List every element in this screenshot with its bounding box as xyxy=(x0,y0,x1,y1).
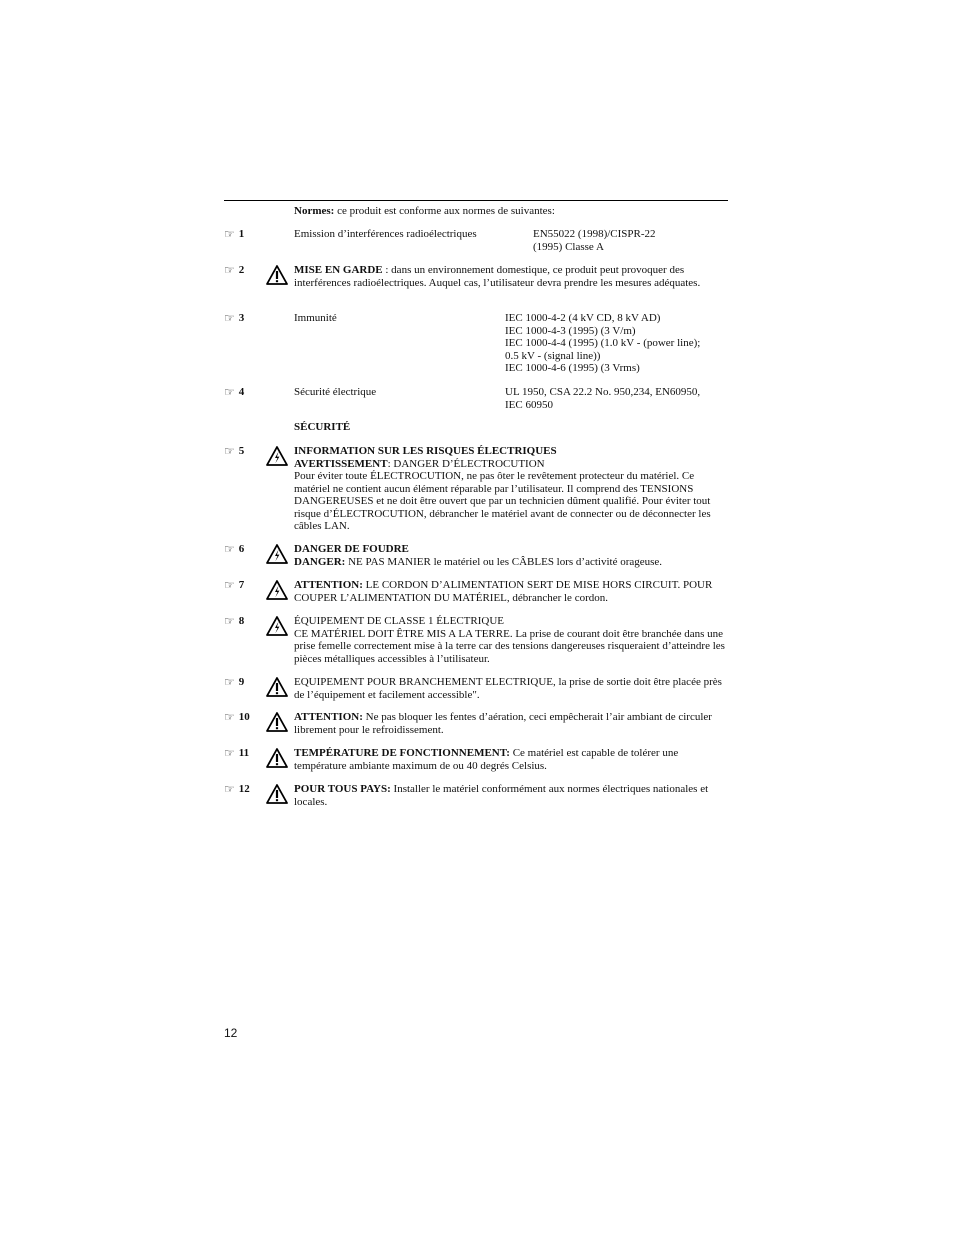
hand-pointing-icon: ☞ xyxy=(224,542,235,556)
item-number-4: ☞ 4 xyxy=(224,385,245,399)
hand-pointing-icon: ☞ xyxy=(224,782,235,796)
item-5-text: INFORMATION SUR LES RISQUES ÉLECTRIQUES AVERTISSEMENT: DANGER D’ÉLECTROCUTION Pour éviter toute ÉLECTROCUTION, ne pas ôter le revêtement protecteur du matériel. Ce matériel ne contient aucun élément réparable par l’utilisateur. Il comprend des TENSIONS DANGEREUSES et ne doit être ouvert que par un technicien dûment qualifié. Pour éviter tout risque d’ÉLECTROCUTION, débrancher le matériel avant de connecter ou de déconnecter les câbles LAN. xyxy=(294,445,711,532)
item-number-12: ☞ 12 xyxy=(224,782,250,796)
item-4-label: Sécurité électrique xyxy=(294,386,377,398)
warning-triangle-icon xyxy=(266,265,288,285)
electric-shock-icon xyxy=(266,616,288,636)
item-6-text: DANGER DE FOUDRE DANGER: NE PAS MANIER le matériel ou les CÂBLES lors d’activité orageuse. xyxy=(294,543,663,568)
item-number-6: ☞ 6 xyxy=(224,542,245,556)
item-10-text: ATTENTION: Ne pas bloquer les fentes d’aération, ceci empêcherait l’air ambiant de circuler librement pour le refroidissement. xyxy=(294,711,712,736)
warning-triangle-icon xyxy=(266,748,288,768)
section-title: SÉCURITÉ xyxy=(294,421,351,433)
item-11-text: TEMPÉRATURE DE FONCTIONNEMENT: Ce matériel est capable de tolérer une température ambiante maximum de ou 40 degrés Celsius. xyxy=(294,747,679,772)
item-2-text: MISE EN GARDE : dans un environnement domestique, ce produit peut provoquer des interférences radioélectriques. Auquel cas, l’utilisateur devra prendre les mesures adéquates. xyxy=(294,264,701,289)
item-number-3: ☞ 3 xyxy=(224,311,245,325)
intro-paragraph: Normes: ce produit est conforme aux normes de suivantes: xyxy=(294,205,555,217)
item-number-7: ☞ 7 xyxy=(224,578,245,592)
item-4-value: UL 1950, CSA 22.2 No. 950,234, EN60950, IEC 60950 xyxy=(505,386,701,411)
top-rule xyxy=(224,200,728,201)
warning-triangle-icon xyxy=(266,784,288,804)
item-number-2: ☞ 2 xyxy=(224,263,245,277)
item-number-8: ☞ 8 xyxy=(224,614,245,628)
hand-pointing-icon: ☞ xyxy=(224,263,235,277)
item-12-text: POUR TOUS PAYS: Installer le matériel conformément aux normes électriques nationales et locales. xyxy=(294,783,709,808)
item-number-5: ☞ 5 xyxy=(224,444,245,458)
item-number-10: ☞ 10 xyxy=(224,710,250,724)
warning-triangle-icon xyxy=(266,712,288,732)
page-number: 12 xyxy=(224,1026,238,1040)
hand-pointing-icon: ☞ xyxy=(224,444,235,458)
item-7-text: ATTENTION: LE CORDON D’ALIMENTATION SERT DE MISE HORS CIRCUIT. POUR COUPER L’ALIMENTATION DU MATÉRIEL, débrancher le cordon. xyxy=(294,579,713,604)
hand-pointing-icon: ☞ xyxy=(224,710,235,724)
electric-shock-icon xyxy=(266,580,288,600)
hand-pointing-icon: ☞ xyxy=(224,614,235,628)
item-3-label: Immunité xyxy=(294,312,337,324)
hand-pointing-icon: ☞ xyxy=(224,578,235,592)
item-1-value: EN55022 (1998)/CISPR-22 (1995) Classe A xyxy=(533,228,656,253)
item-8-text: ÉQUIPEMENT DE CLASSE 1 ÉLECTRIQUE CE MATÉRIEL DOIT ÊTRE MIS A LA TERRE. La prise de courant doit être branchée dans une prise femelle correctement mise à la terre car des tensions dangereuses risqueraient d’atteindre les pièces métalliques accessibles à l’utilisateur. xyxy=(294,615,725,665)
hand-pointing-icon: ☞ xyxy=(224,311,235,325)
item-9-text: EQUIPEMENT POUR BRANCHEMENT ELECTRIQUE, la prise de sortie doit être placée près de l’équipement et facilement accessible". xyxy=(294,676,722,701)
electric-shock-icon xyxy=(266,446,288,466)
item-3-value: IEC 1000-4-2 (4 kV CD, 8 kV AD) IEC 1000-4-3 (1995) (3 V/m) IEC 1000-4-4 (1995) (1.0 kV - (power line); 0.5 kV - (signal line)) IEC 1000-4-6 (1995) (3 Vrms) xyxy=(505,312,701,374)
item-number-9: ☞ 9 xyxy=(224,675,245,689)
electric-shock-icon xyxy=(266,544,288,564)
item-1-label: Emission d’interférences radioélectriques xyxy=(294,228,477,240)
warning-triangle-icon xyxy=(266,677,288,697)
item-number-1: ☞ 1 xyxy=(224,227,245,241)
hand-pointing-icon: ☞ xyxy=(224,385,235,399)
hand-pointing-icon: ☞ xyxy=(224,227,235,241)
hand-pointing-icon: ☞ xyxy=(224,675,235,689)
hand-pointing-icon: ☞ xyxy=(224,746,235,760)
item-number-11: ☞ 11 xyxy=(224,746,250,760)
